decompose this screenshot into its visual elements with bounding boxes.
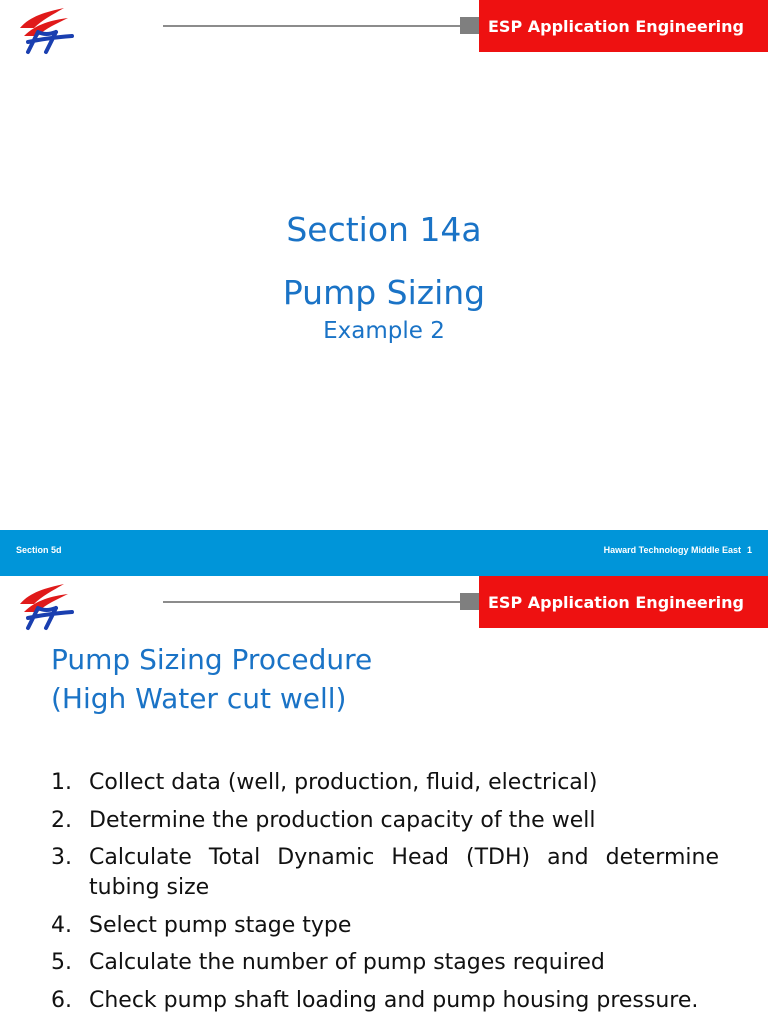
list-item — [51, 843, 719, 903]
slide-subtitle: Pump Sizing — [282, 273, 486, 312]
footer-company — [604, 545, 752, 555]
header-square — [460, 17, 479, 34]
footer-page-number: 1 — [746, 545, 752, 555]
list-item — [51, 768, 719, 798]
step-text: Calculate the number of pump stages required — [89, 950, 605, 975]
header-banner: ESP Application Engineering — [479, 0, 768, 52]
step-text: Determine the production capacity of the well — [89, 807, 596, 833]
procedure-heading-line-2: (High Water cut well) — [51, 682, 347, 715]
procedure-heading-line-1: Pump Sizing Procedure — [51, 643, 373, 676]
step-text: Calculate Total Dynamic Head (TDH) and determine tubing size — [89, 845, 719, 900]
procedure-heading — [51, 640, 751, 718]
step-number: 5. — [51, 950, 72, 975]
step-number: 6. — [51, 987, 72, 1013]
flame-h-logo-icon — [16, 6, 80, 56]
step-number: 2. — [51, 807, 72, 833]
flame-h-logo-icon — [16, 582, 80, 632]
slide-procedure — [0, 576, 768, 1024]
slide-title-text: Section 14a — [286, 210, 482, 249]
procedure-steps-list — [51, 768, 719, 1023]
step-number: 3. — [51, 845, 72, 870]
slide-subtitle-2: Example 2 — [323, 318, 445, 344]
list-item — [51, 911, 719, 941]
list-item — [51, 806, 719, 836]
slide-footer — [0, 530, 768, 576]
list-item — [51, 986, 719, 1016]
header-rule — [163, 25, 460, 27]
header-square — [460, 593, 479, 610]
header-rule — [163, 601, 460, 603]
footer-company-name: Haward Technology Middle East — [603, 545, 741, 555]
list-item — [51, 948, 719, 978]
step-text: Check pump shaft loading and pump housing pressure. — [89, 987, 699, 1013]
footer-section: Section 5d — [16, 545, 62, 555]
step-text: Select pump stage type — [89, 912, 352, 938]
step-number: 4. — [51, 912, 72, 938]
step-number: 1. — [51, 770, 72, 795]
header-banner: ESP Application Engineering — [479, 576, 768, 628]
step-text: Collect data (well, production, fluid, electrical) — [89, 770, 598, 795]
